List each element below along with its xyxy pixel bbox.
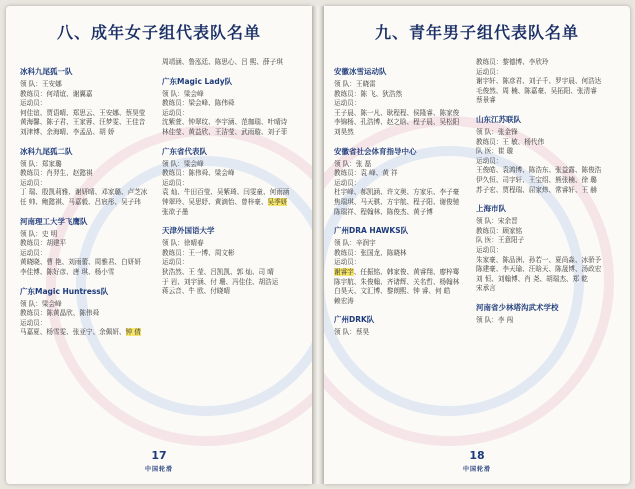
roster-line: 林佳莹、黄益欣、王洁莹、武雨璇、刘子菲	[162, 127, 288, 136]
team-name: 冰科九尾狐一队	[20, 67, 73, 76]
roster-line: 于 岩、刘宇涵、付 珊、冯佳佳、胡浩运	[162, 277, 279, 286]
roster-line: 领 队：王晓雷	[334, 80, 376, 88]
team-name: 河南理工大学飞鹰队	[20, 216, 88, 226]
roster-line	[20, 328, 158, 338]
team-name: 广州DRA HAWKS队	[334, 226, 409, 236]
roster-line: 陈瑞祥、程翰林、陈俊杰、黄子博	[334, 207, 433, 216]
roster-line: 教练员：顾家铭	[476, 226, 523, 235]
roster-line: 杜宇峰、郝凯涵、许文奥、方家乐、李子豪	[334, 188, 460, 197]
roster-line: 朱家豪、陈品洲、孙若一、夏尚淼、冰骄予	[476, 255, 602, 264]
team-name: 安徽冰雪运动队	[334, 67, 387, 76]
roster-line: 蒋云音、牛 欧、付晓晴	[162, 287, 231, 296]
highlighted-name: 钟 倩	[125, 328, 141, 337]
team-name: 广东省代表队	[162, 146, 207, 156]
roster-line: 赖宏涛	[334, 296, 354, 305]
roster-line: 苏子宏、贾程瑞、屈家炜、常睿轩、王 赫	[476, 185, 597, 194]
page-title: 八、成年女子组代表队名单	[56, 23, 261, 42]
page-number: 17	[151, 449, 167, 462]
roster-line: 黄晓晓、曹 艳、刘雨蕾、周雅君、白妍妍	[20, 258, 141, 267]
roster-line: 王俊皓、袁鸿博、陈浩东、张益露、陈俊浩	[476, 166, 602, 175]
roster-line: 运动员：	[334, 99, 361, 108]
roster-line: 运动员：	[162, 108, 189, 117]
team-column-2	[162, 58, 300, 297]
team-name: 广东Magic Huntress队	[20, 286, 109, 296]
team-name: 山东江苏联队	[476, 114, 521, 124]
roster-line: 焦瑞琪、马天骐、方宇航、程子阳、谢俊驰	[334, 197, 460, 206]
roster-line: 任 帅、鲍懿祺、马嘉毅、吕宸彤、吴子玮	[20, 197, 141, 206]
roster-line: 张欲子墨	[162, 207, 189, 216]
roster-line: 教练员：梁会峰、陈伟舜	[162, 99, 235, 108]
roster-line: 教练员：陈伟舜、梁会峰	[162, 169, 235, 178]
roster-line: 李佳博、陈好彦、唐 琪、杨小雪	[20, 267, 115, 276]
team-name: 河南省少林塔沟武术学校	[476, 302, 559, 312]
footer-label: 中国轮滑	[144, 466, 173, 473]
roster-line: 领 队：辛润宇	[334, 239, 376, 248]
roster-line: 谢宇轩、陈彦君、刘子千、罗宇晨、何浩达	[476, 77, 602, 86]
roster-line: 毛俊然、周 楠、陈嘉豪、吴拓阳、张清睿	[476, 86, 597, 95]
book-spine	[312, 6, 324, 484]
roster-line: 队 医：崔 璇	[476, 147, 514, 156]
roster-line: 丁 瑞、殷凯莉雅、谢妍晴、邓家璐、卢芝冰	[20, 188, 148, 197]
roster-line: 刘 恒、刘翰博、肖 尧、胡瑞杰、郑 乾	[476, 274, 588, 283]
roster-line: 袁 灿、牛田百莹、吴紫琦、闫雯童、何雨涵	[162, 188, 290, 197]
roster-line: 运动员：	[334, 178, 361, 187]
roster-line: 运动员：	[162, 178, 189, 187]
roster-line: 狄浩然、王 莹、吕凯凯、郭 灿、司 晴	[162, 267, 274, 276]
roster-line: 领 队：史 明	[20, 229, 58, 238]
roster-line: 领 队：王安娜	[20, 80, 62, 88]
roster-line: 运动员：	[20, 178, 47, 187]
roster-line: 领 队：郑家璐	[20, 159, 62, 168]
highlighted-name: 谢睿宇	[334, 267, 354, 276]
roster-line: 白昊天、文汇博、黎朗熙、钟 睿、何 皓	[334, 287, 451, 296]
roster-line: 蔡景睿	[476, 96, 496, 105]
roster-line: 领 队：张金锋	[476, 127, 518, 136]
footer-label: 中国轮滑	[462, 466, 491, 473]
roster-line: 运动员：	[476, 156, 503, 165]
highlighted-name: 吴季妍	[267, 197, 288, 206]
roster-line: 黄海馨、陈子君、王家蓉、汪梦雯、王佳音	[20, 118, 146, 127]
roster-line: 队 医：王意阳子	[476, 236, 525, 245]
roster-line: 运动员：	[20, 99, 47, 108]
roster-line: 运动员：	[476, 67, 503, 76]
roster-line: 领 队：李 闯	[476, 315, 514, 324]
roster-line: 教练员：何靖谊、谢翼嘉	[20, 89, 93, 98]
roster-text: 钟翠玲、吴思妤、黄滴怡、曾梓豪、	[162, 197, 268, 206]
roster-line: 刘津博、余海晴、李孟品、胡 娇	[20, 127, 115, 136]
roster-line: 周靖涵、鲁泓廷、陈思心、吕 熙、薛子琪	[162, 58, 283, 66]
roster-line: 刘昊然	[334, 127, 354, 136]
roster-line: 陈宇航、朱俊翰、齐诸辉、关名哲、杨翰林	[334, 277, 460, 286]
roster-line: 运动员：	[334, 258, 361, 267]
roster-line: 伊久恒、司宇轩、王宝绍、熊张楠、徐 璐	[476, 175, 597, 184]
roster-line: 领 队：蔡昊	[334, 328, 370, 337]
roster-line: 运动员：	[476, 245, 503, 254]
roster-line: 运动员：	[20, 248, 47, 257]
roster-line: 运动员：	[162, 258, 189, 267]
roster-line	[162, 198, 300, 208]
team-name: 上海市队	[476, 204, 506, 214]
roster-line: 领 队：徐晴春	[162, 239, 204, 248]
roster-line: 李锦杨、孔浩博、赵之晗、程子晨、吴松阳	[334, 118, 460, 127]
roster-line: 领 队：张 磊	[334, 159, 372, 168]
roster-line: 教练员：陈黄晶欣、陈伟舜	[20, 309, 100, 318]
roster-line: 教练员：王一博、周文彬	[162, 248, 235, 257]
roster-line: 教练员：陈 飞、狄浩然	[334, 89, 403, 98]
roster-line	[334, 268, 472, 278]
roster-line: 运动员：	[20, 318, 47, 327]
roster-line: 陈建豪、李天瑜、汪晗天、陈晟博、汤政宏	[476, 265, 602, 274]
roster-line: 宋承言	[476, 284, 496, 293]
team-name: 冰科九尾狐二队	[20, 146, 73, 156]
roster-line: 领 队：梁会峰	[162, 89, 204, 98]
team-name: 广州DRK队	[334, 315, 375, 325]
right-page	[324, 6, 630, 484]
roster-line: 领 队：梁会峰	[162, 159, 204, 168]
roster-line: 领 队：梁会峰	[20, 299, 62, 308]
roster-line: 领 队：宋余晋	[476, 217, 518, 226]
roster-line: 王子晨、陈一凡、耿程程、侯隆睿、陈家俊	[334, 108, 460, 117]
roster-line: 教练员：黎德博、李欣玲	[476, 58, 549, 66]
roster-line: 教练员：肖羿生、赵懿祺	[20, 169, 93, 178]
roster-line: 教练员：张国龙、陈晓林	[334, 248, 407, 257]
roster-text: 、任振铭、韩家俊、黄睿翔、廖梓骞	[353, 267, 460, 276]
roster-line: 何佳谊、贾语晴、郑思云、王安娜、蔡昊莹	[20, 108, 146, 117]
team-column-1	[334, 66, 472, 338]
roster-line: 教练员：王 敏、杨代伟	[476, 137, 545, 146]
team-name: 安徽省社会体育指导中心	[334, 146, 417, 156]
roster-line: 教练员：袁 峰、黄 祥	[334, 169, 398, 178]
team-name: 广东Magic Lady队	[162, 76, 233, 86]
team-column-1	[20, 66, 158, 338]
roster-line: 教练员：胡建平	[20, 239, 67, 248]
page-title: 九、青年男子组代表队名单	[374, 23, 579, 42]
page-number: 18	[469, 449, 485, 462]
roster-line: 沈紫萱、钟翠纹、李宇涵、范珈瑞、叶晴诗	[162, 118, 288, 127]
team-name: 天津外国语大学	[162, 226, 215, 236]
roster-text: 马嘉夏、杨雪雯、张亚宁、余佩妍、	[20, 328, 126, 337]
left-page	[6, 6, 312, 484]
team-column-2	[476, 58, 614, 325]
